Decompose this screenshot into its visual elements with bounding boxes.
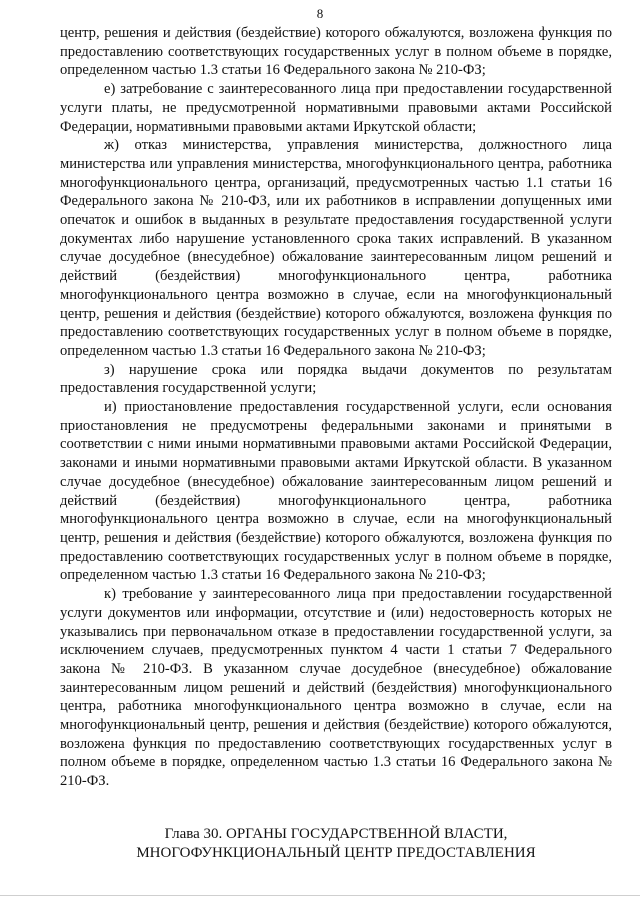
paragraph-item-z: з) нарушение срока или порядка выдачи документов по результатам предоставления государственной услуги;: [60, 361, 612, 397]
chapter-heading: [60, 825, 612, 863]
document-body: [60, 24, 612, 791]
chapter-heading-line-1: Глава 30. ОРГАНЫ ГОСУДАРСТВЕННОЙ ВЛАСТИ,: [164, 826, 508, 842]
page-bottom-edge: [0, 895, 640, 896]
paragraph-item-e: е) затребование с заинтересованного лица при предоставлении государственной услуги платы, не предусмотренной нормативными правовыми актами Российской Федерации, нормативными правовыми актами Иркутской области;: [60, 81, 612, 135]
paragraph-item-i: и) приостановление предоставления государственной услуги, если основания приостановления не предусмотрены федеральными законами и принятыми в соответствии с ними иными нормативными правовыми актами Российской Федерации, законами и иными нормативными правовыми актами Иркутской области. В указанном случае досудебное (внесудебное) обжалование заинтересованным лицом решений и действий (бездействия) многофункционального центра, работника многофункционального центра возможно в случае, если на многофункциональный центр, решения и действия (бездействие) которого обжалуются, возложена функция по предоставлению соответствующих государственных услуг в полном объеме в порядке, определенном частью 1.3 статьи 16 Федерального закона № 210-ФЗ;: [60, 399, 612, 584]
page-number: 8: [316, 6, 324, 21]
paragraph-continuation: центр, решения и действия (бездействие) которого обжалуются, возложена функция по предоставлению соответствующих государственных услуг в полном объеме в порядке, определенном частью 1.3 статьи 16 Федерального закона № 210-ФЗ;: [60, 25, 612, 79]
paragraph-item-k: к) требование у заинтересованного лица при предоставлении государственной услуги документов или информации, отсутствие и (или) недостоверность которых не указывались при первоначальном отказе в предоставлении государственной услуги, за исключением случаев, предусмотренных пунктом 4 части 1 статьи 7 Федерального закона № 210-ФЗ. В указанном случае досудебное (внесудебное) обжалование заинтересованным лицом решений и действий (бездействия) многофункционального центра, работника многофункционального центра возможно в случае, если на многофункциональный центр, решения и действия (бездействие) которого обжалуются, возложена функция по предоставлению соответствующих государственных услуг в полном объеме в порядке, определенном частью 1.3 статьи 16 Федерального закона № 210-ФЗ.: [60, 586, 612, 790]
paragraph-item-zh: ж) отказ министерства, управления министерства, должностного лица министерства или управления министерства, многофункционального центра, работника многофункционального центра, организаций, предусмотренных частью 1.1 статьи 16 Федерального закона № 210-ФЗ, или их работников в исправлении допущенных ими опечаток и ошибок в выданных в результате предоставления государственной услуги документах либо нарушение установленного срока таких исправлений. В указанном случае досудебное (внесудебное) обжалование заинтересованным лицом решений и действий (бездействия) многофункционального центра, работника многофункционального центра возможно в случае, если на многофункциональный центр, решения и действия (бездействие) которого обжалуются, возложена функция по предоставлению соответствующих государственных услуг в полном объеме в порядке, определенном частью 1.3 статьи 16 Федерального закона № 210-ФЗ;: [60, 137, 612, 359]
chapter-heading-line-2: МНОГОФУНКЦИОНАЛЬНЫЙ ЦЕНТР ПРЕДОСТАВЛЕНИЯ: [136, 845, 536, 861]
